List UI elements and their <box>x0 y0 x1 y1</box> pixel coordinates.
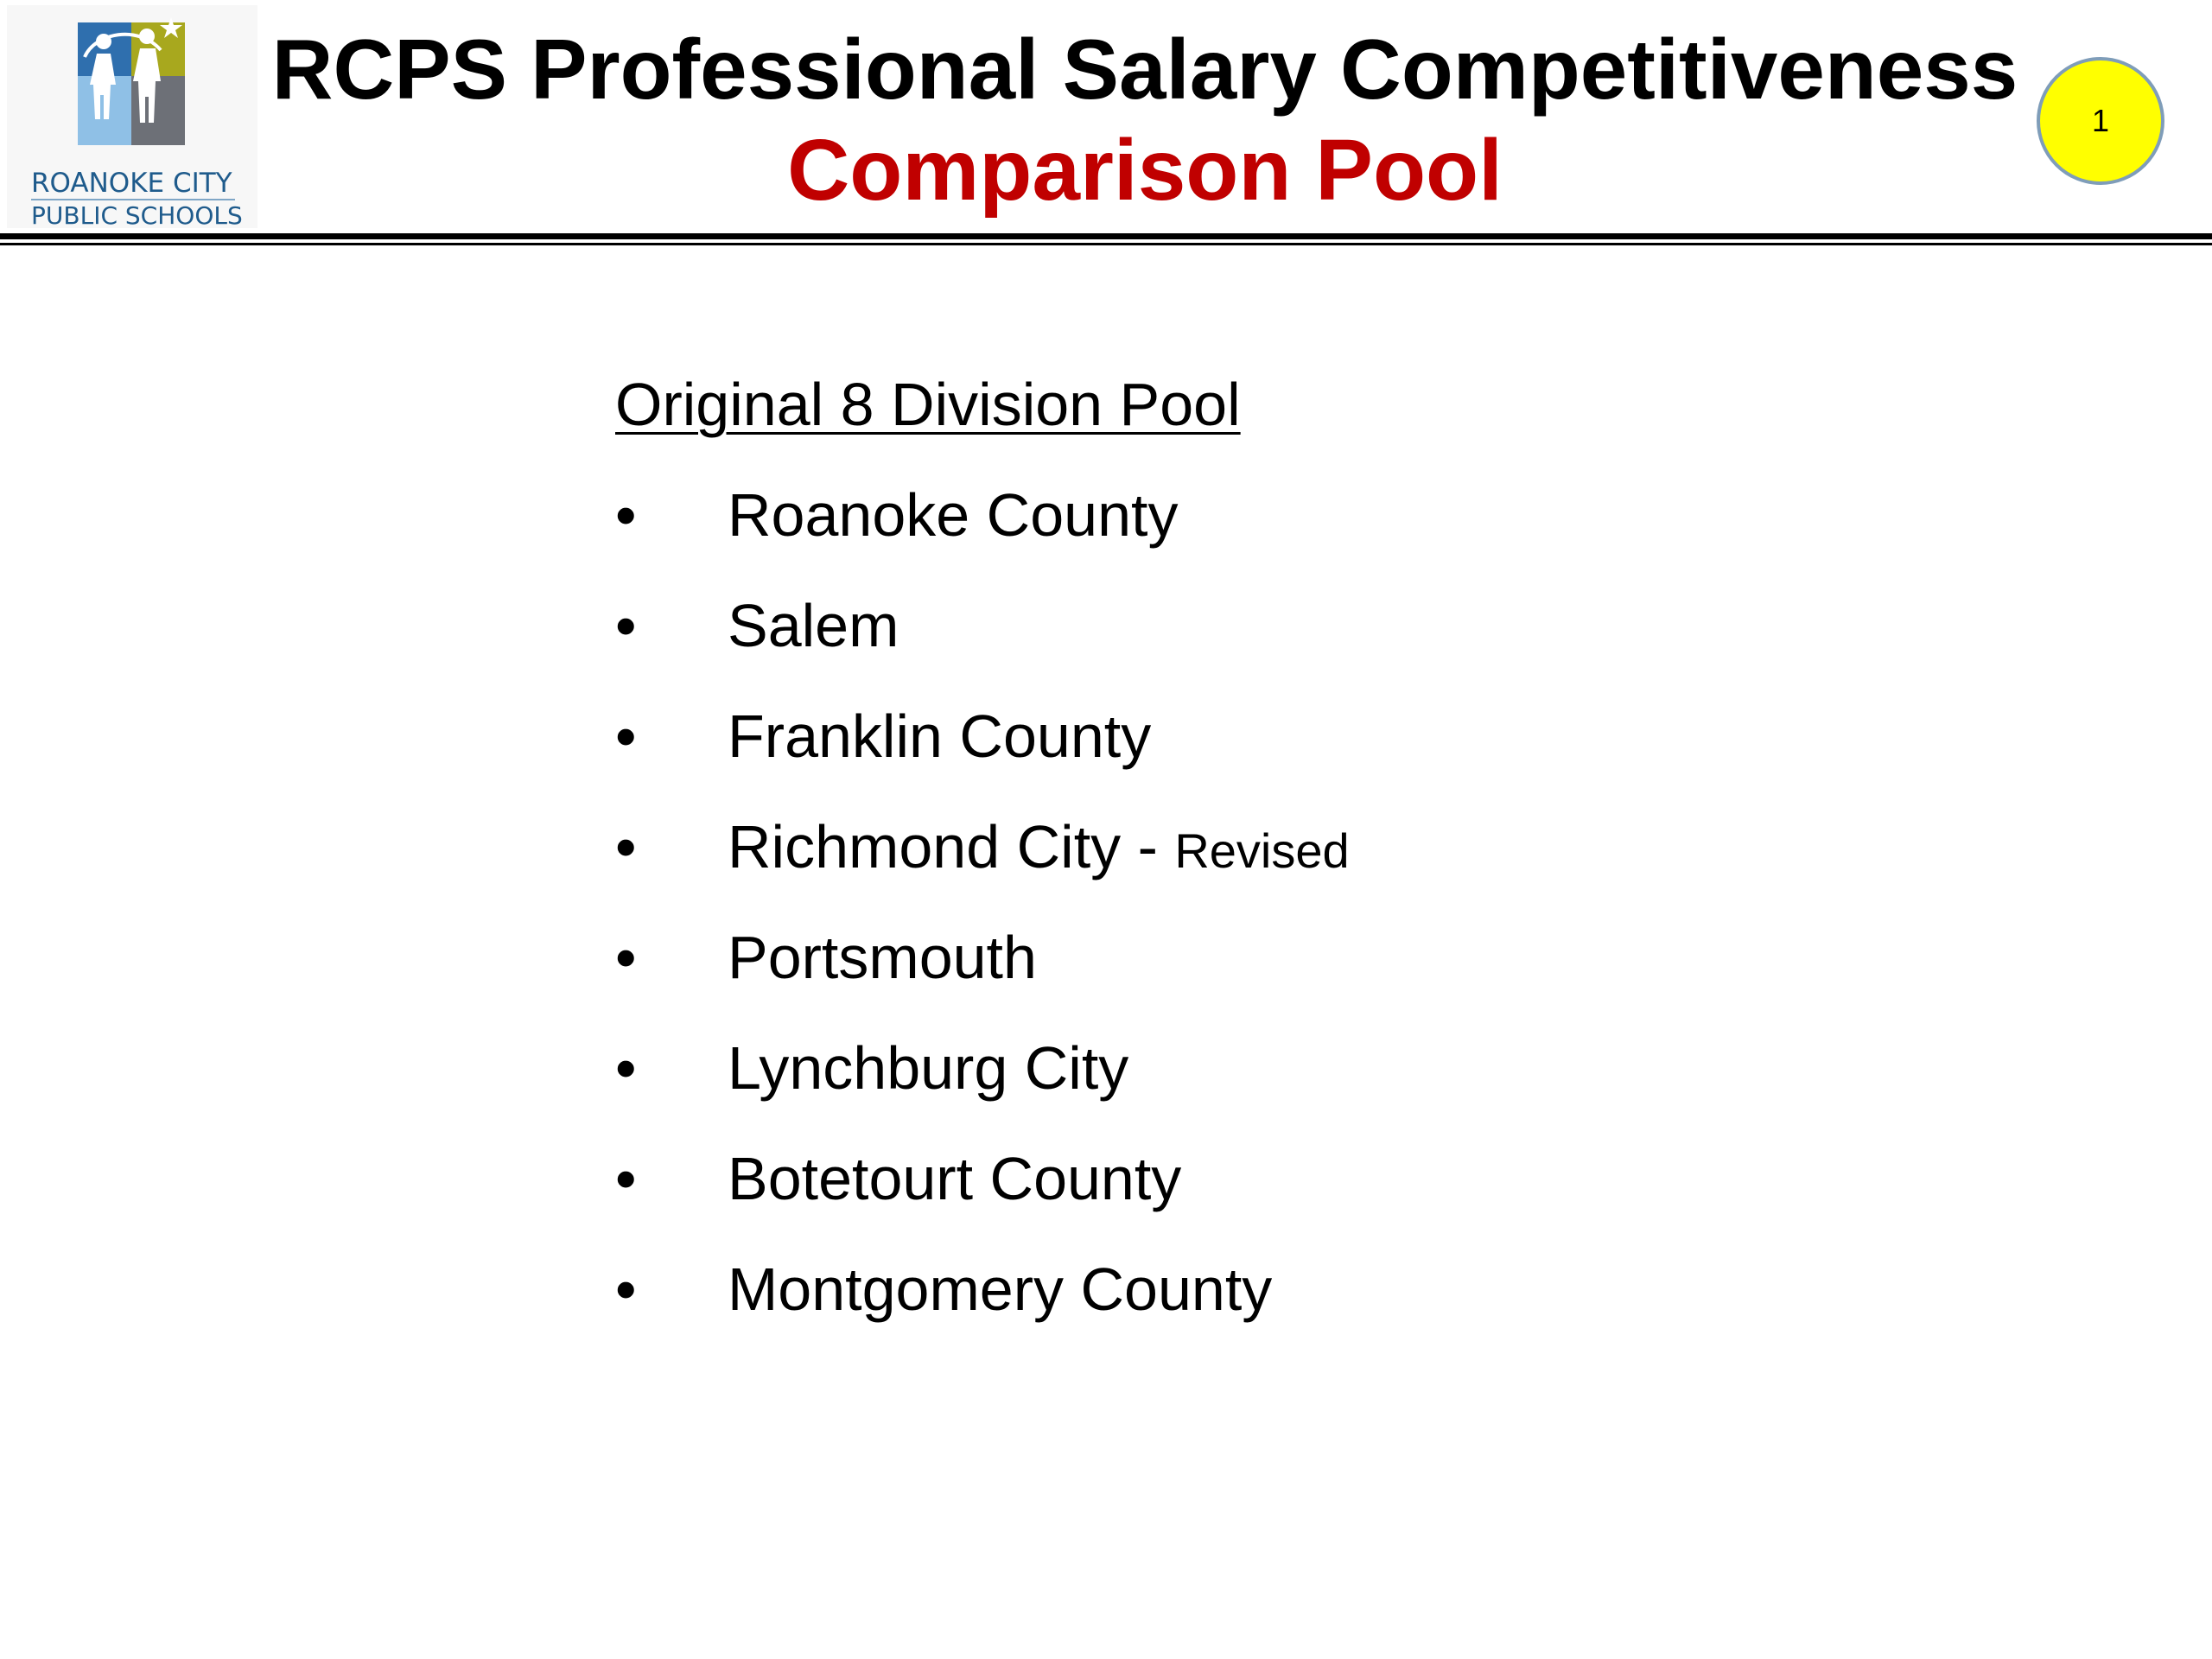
logo-text-line2: PUBLIC SCHOOLS <box>31 201 243 230</box>
list-item <box>615 914 1998 1025</box>
page-title: RCPS Professional Salary Competitiveness <box>271 22 2018 117</box>
bullet-icon: • <box>615 1145 637 1212</box>
list-item <box>615 1246 1998 1357</box>
bullet-icon: • <box>615 924 637 991</box>
division-name: Portsmouth <box>728 924 1037 991</box>
school-children-logo-icon <box>78 16 190 145</box>
division-name: Roanoke County <box>728 481 1179 549</box>
list-item <box>615 582 1998 693</box>
list-item <box>615 472 1998 582</box>
revised-note: Revised <box>1174 823 1350 878</box>
logo-text-line1: ROANOKE CITY <box>31 168 232 199</box>
division-list <box>615 472 1998 1357</box>
list-item <box>615 804 1998 914</box>
page-number: 1 <box>2091 103 2110 138</box>
district-logo <box>7 5 257 228</box>
bullet-icon: • <box>615 1034 637 1102</box>
bullet-icon: • <box>615 702 637 770</box>
division-name: Richmond City - Revised <box>728 813 1350 880</box>
bullet-icon: • <box>615 592 637 659</box>
pool-heading: Original 8 Division Pool <box>615 371 1241 438</box>
bullet-icon: • <box>615 481 637 549</box>
bullet-icon: • <box>615 813 637 880</box>
list-item <box>615 1025 1998 1135</box>
list-item <box>615 1135 1998 1246</box>
bullet-icon: • <box>615 1255 637 1323</box>
page-subtitle: Comparison Pool <box>787 122 1503 219</box>
header-divider-thick <box>0 233 2212 239</box>
division-name: Salem <box>728 592 899 659</box>
page-number-badge <box>2037 57 2164 185</box>
list-item <box>615 693 1998 804</box>
division-name: Botetourt County <box>728 1145 1182 1212</box>
division-name: Franklin County <box>728 702 1152 770</box>
header-divider-thin <box>0 243 2212 245</box>
division-name: Lynchburg City <box>728 1034 1129 1102</box>
division-name: Montgomery County <box>728 1255 1273 1323</box>
division-pool-section <box>615 361 1998 1357</box>
